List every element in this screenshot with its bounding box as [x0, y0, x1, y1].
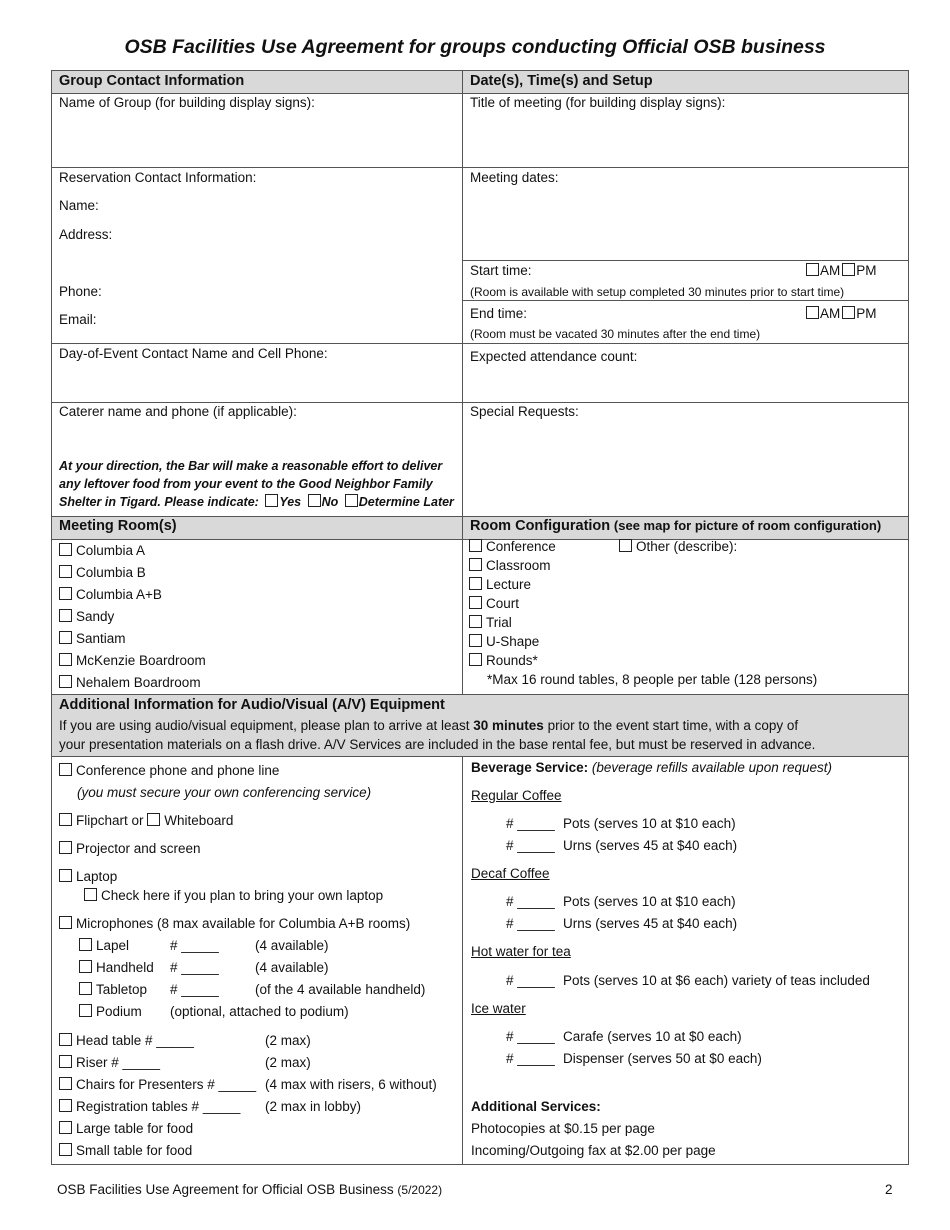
lapel-count[interactable]: # _____ [170, 938, 219, 953]
projector-label: Projector and screen [76, 841, 201, 856]
microphones-label: Microphones (8 max available for Columbia A+B rooms) [76, 916, 411, 931]
divider [52, 402, 908, 403]
room-label: Columbia B [76, 565, 146, 580]
conference-phone-option[interactable] [59, 763, 279, 778]
checkbox[interactable] [59, 763, 72, 776]
checkbox[interactable] [59, 1055, 72, 1068]
decaf-urns-count[interactable]: # _____ [506, 916, 555, 931]
checkbox[interactable] [59, 1099, 72, 1112]
own-laptop-label: Check here if you plan to bring your own laptop [101, 888, 384, 903]
checkbox[interactable] [79, 938, 92, 951]
large-table-option[interactable] [59, 1121, 193, 1136]
footer-date: (5/2022) [397, 1183, 443, 1197]
footer-title: OSB Facilities Use Agreement for Official OSB Business [57, 1182, 394, 1197]
end-pm-label: PM [856, 306, 877, 321]
divider [463, 260, 908, 261]
config-label: Conference [486, 539, 556, 554]
config-option[interactable] [469, 539, 556, 554]
whiteboard-label: Whiteboard [164, 813, 234, 828]
beverage-service-heading [471, 760, 832, 775]
conference-phone-label: Conference phone and phone line [76, 763, 280, 778]
checkbox[interactable] [469, 596, 482, 609]
lapel-option[interactable] [79, 938, 129, 953]
checkbox[interactable] [59, 653, 72, 666]
chairs-label: Chairs for Presenters # _____ [76, 1077, 257, 1092]
no-checkbox[interactable] [308, 494, 321, 507]
leftover-food-options [59, 494, 454, 512]
decaf-urns-label: Urns (serves 45 at $40 each) [563, 916, 738, 931]
start-time-label[interactable]: Start time: [470, 263, 532, 278]
checkbox[interactable] [79, 960, 92, 973]
start-pm-checkbox[interactable] [842, 263, 855, 276]
meeting-title-label[interactable]: Title of meeting (for building display signs): [470, 95, 726, 110]
contact-phone-label[interactable]: Phone: [59, 284, 102, 299]
start-time-ampm [806, 263, 877, 278]
checkbox[interactable] [469, 558, 482, 571]
av-instructions-bold: 30 minutes [473, 718, 544, 733]
divider [52, 93, 908, 94]
decaf-pots-label: Pots (serves 10 at $10 each) [563, 894, 736, 909]
footer-text [57, 1182, 442, 1197]
checkbox[interactable] [619, 539, 632, 552]
page-number: 2 [885, 1182, 893, 1197]
column-divider [462, 71, 463, 694]
room-label: Santiam [76, 631, 126, 646]
column-divider-lower [462, 756, 463, 1165]
yes-label: Yes [279, 495, 302, 509]
checkbox[interactable] [59, 543, 72, 556]
divider [463, 300, 908, 301]
room-label: Columbia A [76, 543, 146, 558]
end-am-checkbox[interactable] [806, 306, 819, 319]
determine-later-checkbox[interactable] [345, 494, 358, 507]
av-instructions-post: prior to the event start time, with a copy of [547, 718, 799, 733]
contact-name-label[interactable]: Name: [59, 198, 99, 213]
divider [52, 167, 908, 168]
start-am-label: AM [820, 263, 841, 278]
start-time-note: (Room is available with setup completed 30 minutes prior to start time) [470, 285, 845, 299]
no-label: No [321, 495, 339, 509]
reservation-contact-label: Reservation Contact Information: [59, 170, 257, 185]
flipchart-whiteboard-option[interactable] [59, 813, 233, 828]
config-label: Rounds* [486, 653, 538, 668]
checkbox[interactable] [59, 916, 72, 929]
checkbox[interactable] [59, 1077, 72, 1090]
divider [52, 516, 908, 517]
handheld-option[interactable] [79, 960, 154, 975]
start-am-checkbox[interactable] [806, 263, 819, 276]
divider [52, 756, 908, 757]
carafe-count[interactable]: # _____ [506, 1029, 555, 1044]
regular-urns-label: Urns (serves 45 at $40 each) [563, 838, 738, 853]
group-contact-header: Group Contact Information [59, 73, 245, 89]
regular-pots-label: Pots (serves 10 at $10 each) [563, 816, 736, 831]
hot-water-heading: Hot water for tea [471, 944, 571, 959]
room-option[interactable] [59, 675, 201, 690]
av-header: Additional Information for Audio/Visual (A/V) Equipment [59, 697, 445, 713]
lapel-available: (4 available) [255, 938, 329, 953]
checkbox[interactable] [59, 1121, 72, 1134]
regular-pots-count[interactable]: # _____ [506, 816, 555, 831]
checkbox[interactable] [59, 869, 72, 882]
end-am-label: AM [820, 306, 841, 321]
laptop-option[interactable] [59, 869, 117, 884]
meeting-dates-label[interactable]: Meeting dates: [470, 170, 559, 185]
fax-label: Incoming/Outgoing fax at $2.00 per page [471, 1143, 716, 1158]
carafe-label: Carafe (serves 10 at $0 each) [563, 1029, 742, 1044]
projector-option[interactable] [59, 841, 201, 856]
handheld-available: (4 available) [255, 960, 329, 975]
room-option[interactable] [59, 587, 162, 602]
page-title: OSB Facilities Use Agreement for groups conducting Official OSB business [124, 36, 826, 58]
checkbox[interactable] [469, 653, 482, 666]
checkbox[interactable] [59, 587, 72, 600]
name-of-group-label[interactable]: Name of Group (for building display signs): [59, 95, 315, 110]
room-label: McKenzie Boardroom [76, 653, 206, 668]
checkbox[interactable] [59, 565, 72, 578]
leftover-food-text-3: Shelter in Tigard. Please indicate: [59, 495, 259, 509]
small-table-label: Small table for food [76, 1143, 193, 1158]
tea-pots-label: Pots (serves 10 at $6 each) variety of teas included [563, 973, 870, 988]
leftover-food-text-1: At your direction, the Bar will make a reasonable effort to deliver [59, 459, 443, 473]
tabletop-label: Tabletop [96, 982, 148, 997]
config-label: Trial [486, 615, 512, 630]
decaf-coffee-heading: Decaf Coffee [471, 866, 550, 881]
config-label: U-Shape [486, 634, 540, 649]
checkbox[interactable] [59, 841, 72, 854]
room-option[interactable] [59, 565, 146, 580]
checkbox[interactable] [59, 675, 72, 688]
room-label: Nehalem Boardroom [76, 675, 201, 690]
attendance-label[interactable]: Expected attendance count: [470, 349, 638, 364]
small-table-option[interactable] [59, 1143, 192, 1158]
riser-option[interactable] [59, 1055, 160, 1070]
checkbox[interactable] [59, 1033, 72, 1046]
conference-note: (you must secure your own conferencing service) [77, 785, 372, 800]
decaf-pots-count[interactable]: # _____ [506, 894, 555, 909]
checkbox[interactable] [469, 539, 482, 552]
room-config-note: (see map for picture of room configuration) [613, 518, 882, 533]
end-time-label[interactable]: End time: [470, 306, 528, 321]
checkbox[interactable] [469, 634, 482, 647]
room-option[interactable] [59, 653, 206, 668]
meeting-rooms-header: Meeting Room(s) [59, 518, 177, 534]
config-option[interactable] [469, 653, 538, 668]
whiteboard-checkbox[interactable] [147, 813, 160, 826]
beverage-label: Beverage Service: [471, 760, 589, 775]
chairs-option[interactable] [59, 1077, 256, 1092]
regular-urns-count[interactable]: # _____ [506, 838, 555, 853]
handheld-label: Handheld [96, 960, 154, 975]
start-pm-label: PM [856, 263, 877, 278]
checkbox[interactable] [59, 1143, 72, 1156]
tabletop-available: (of the 4 available handheld) [255, 982, 426, 997]
day-of-event-label[interactable]: Day-of-Event Contact Name and Cell Phone: [59, 346, 328, 361]
checkbox[interactable] [79, 1004, 92, 1017]
checkbox[interactable] [84, 888, 97, 901]
room-option[interactable] [59, 609, 114, 624]
ice-water-heading: Ice water [471, 1001, 526, 1016]
dispenser-label: Dispenser (serves 50 at $0 each) [563, 1051, 762, 1066]
riser-label: Riser # _____ [76, 1055, 161, 1070]
beverage-note: (beverage refills available upon request) [591, 760, 832, 775]
dispenser-count[interactable]: # _____ [506, 1051, 555, 1066]
regular-coffee-heading: Regular Coffee [471, 788, 562, 803]
tabletop-option[interactable] [79, 982, 147, 997]
av-instructions-pre: If you are using audio/visual equipment, please plan to arrive at least [59, 718, 470, 733]
end-time-ampm [806, 306, 877, 321]
flipchart-label: Flipchart or [76, 813, 144, 828]
tea-pots-count[interactable]: # _____ [506, 973, 555, 988]
config-label: Court [486, 596, 520, 611]
divider [52, 694, 908, 695]
config-other-option[interactable] [619, 539, 737, 554]
checkbox[interactable] [59, 609, 72, 622]
divider [52, 343, 908, 344]
additional-services-heading: Additional Services: [471, 1099, 601, 1114]
laptop-label: Laptop [76, 869, 118, 884]
config-other-label: Other (describe): [636, 539, 738, 554]
contact-address-label[interactable]: Address: [59, 227, 113, 242]
registration-max: (2 max in lobby) [265, 1099, 362, 1114]
end-time-note: (Room must be vacated 30 minutes after the end time) [470, 327, 761, 341]
av-instructions-2: your presentation materials on a flash drive. A/V Services are included in the base rental fee, but must be reserved in advance. [59, 737, 816, 752]
room-label: Columbia A+B [76, 587, 162, 602]
large-table-label: Large table for food [76, 1121, 194, 1136]
chairs-max: (4 max with risers, 6 without) [265, 1077, 437, 1092]
contact-email-label[interactable]: Email: [59, 312, 97, 327]
config-option[interactable] [469, 558, 551, 573]
special-requests-label[interactable]: Special Requests: [470, 404, 579, 419]
flipchart-checkbox[interactable] [59, 813, 72, 826]
riser-max: (2 max) [265, 1055, 311, 1070]
config-option[interactable] [469, 577, 531, 592]
head-table-max: (2 max) [265, 1033, 311, 1048]
end-pm-checkbox[interactable] [842, 306, 855, 319]
tabletop-count[interactable]: # _____ [170, 982, 219, 997]
podium-option[interactable] [79, 1004, 142, 1019]
photocopies-label: Photocopies at $0.15 per page [471, 1121, 655, 1136]
dates-header: Date(s), Time(s) and Setup [470, 73, 653, 89]
config-option[interactable] [469, 634, 539, 649]
lapel-label: Lapel [96, 938, 130, 953]
registration-option[interactable] [59, 1099, 240, 1114]
handheld-count[interactable]: # _____ [170, 960, 219, 975]
config-option[interactable] [469, 615, 512, 630]
podium-note: (optional, attached to podium) [170, 1004, 349, 1019]
head-table-label: Head table # _____ [76, 1033, 194, 1048]
room-config-title: Room Configuration [470, 518, 611, 534]
room-label: Sandy [76, 609, 115, 624]
room-config-header [470, 518, 881, 534]
config-label: Lecture [486, 577, 532, 592]
yes-checkbox[interactable] [265, 494, 278, 507]
checkbox[interactable] [469, 577, 482, 590]
rounds-note: *Max 16 round tables, 8 people per table (128 persons) [487, 672, 818, 687]
microphones-option[interactable] [59, 916, 410, 931]
checkbox[interactable] [59, 631, 72, 644]
caterer-label[interactable]: Caterer name and phone (if applicable): [59, 404, 297, 419]
config-label: Classroom [486, 558, 551, 573]
room-option[interactable] [59, 543, 145, 558]
own-laptop-option[interactable] [84, 888, 383, 903]
checkbox[interactable] [469, 615, 482, 628]
checkbox[interactable] [79, 982, 92, 995]
determine-later-label: Determine Later [358, 495, 454, 509]
head-table-option[interactable] [59, 1033, 194, 1048]
leftover-food-text-2: any leftover food from your event to the Good Neighbor Family [59, 477, 433, 491]
config-option[interactable] [469, 596, 519, 611]
av-instructions-1 [59, 716, 798, 735]
podium-label: Podium [96, 1004, 142, 1019]
room-option[interactable] [59, 631, 126, 646]
registration-label: Registration tables # _____ [76, 1099, 241, 1114]
